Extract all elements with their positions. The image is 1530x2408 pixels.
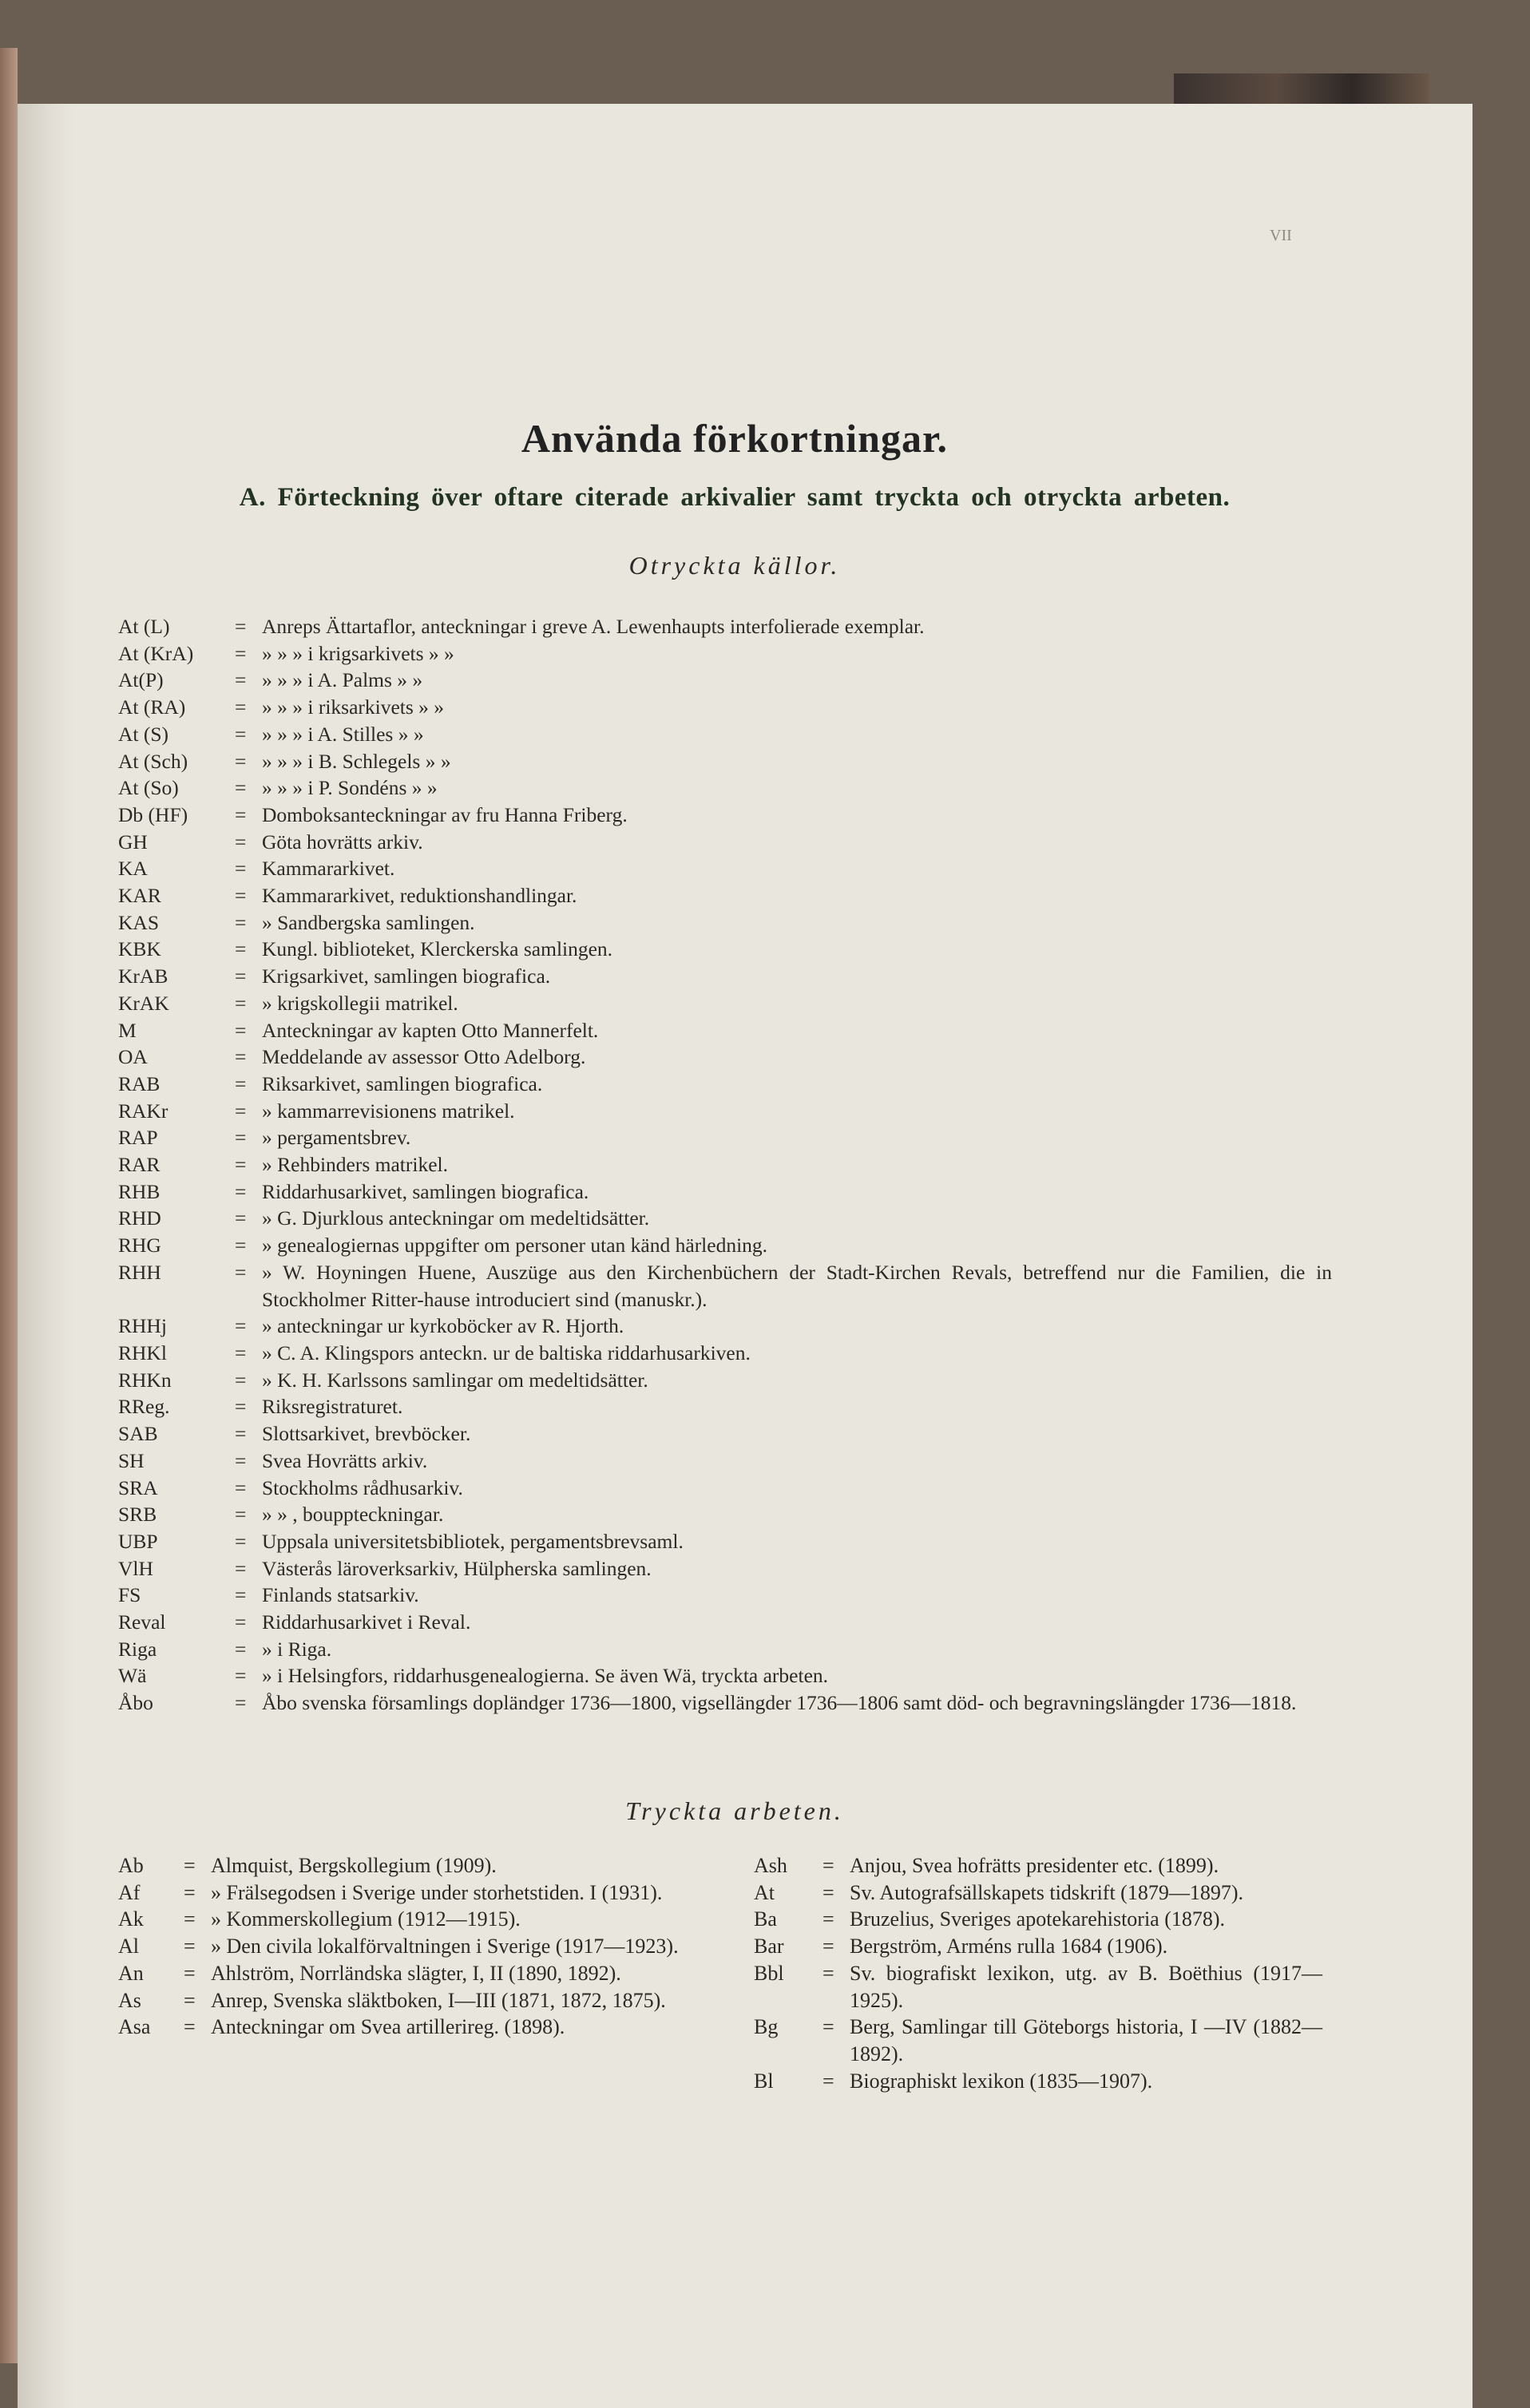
entry-abbreviation: KA (118, 857, 148, 881)
entry-equals-sign: = (235, 964, 247, 988)
entry-description: Biographiskt lexikon (1835—1907). (850, 2069, 1153, 2093)
abbreviation-entry (754, 1933, 1322, 1960)
entry-abbreviation: SH (118, 1448, 145, 1472)
entry-abbreviation: Riga (118, 1637, 157, 1661)
entry-abbreviation: Db (HF) (118, 802, 188, 826)
abbreviation-entry (118, 829, 1332, 856)
entry-abbreviation: KrAK (118, 991, 169, 1015)
entry-description: » krigskollegii matrikel. (262, 991, 458, 1015)
entry-description: Svea Hovrätts arkiv. (262, 1448, 428, 1472)
entry-description: Uppsala universitetsbibliotek, pergamentsbrevsaml. (262, 1529, 684, 1553)
entry-description: Göta hovrätts arkiv. (262, 830, 423, 853)
entry-equals-sign: = (235, 776, 247, 800)
abbreviation-entry (118, 963, 1332, 990)
abbreviation-entry (118, 721, 1332, 748)
entry-equals-sign: = (235, 749, 247, 773)
entry-description: Bergström, Arméns rulla 1684 (1906). (850, 1935, 1168, 1958)
abbreviation-entry (118, 1960, 701, 1987)
entry-description: Anjou, Svea hofrätts presidenter etc. (1899). (850, 1854, 1219, 1877)
entry-equals-sign: = (184, 2015, 196, 2039)
entry-abbreviation: RReg. (118, 1395, 170, 1419)
entry-description: Åbo svenska församlings dopländger 1736—1800, vigsellängder 1736—1806 samt död- och begravningslängder 1736—1818. (262, 1691, 1297, 1715)
tryckta-list-right (754, 1852, 1322, 2094)
abbreviation-entry (118, 1420, 1332, 1448)
entry-description: Finlands statsarkiv. (262, 1583, 419, 1607)
abbreviation-entry (118, 1582, 1332, 1609)
entry-abbreviation: An (118, 1961, 144, 1985)
entry-description: Anteckningar om Svea artillerireg. (1898). (211, 2015, 565, 2039)
entry-description: Anrep, Svenska släktboken, I—III (1871, 1872, 1875). (211, 1988, 666, 2012)
entry-abbreviation: Bar (754, 1935, 784, 1958)
entry-equals-sign: = (235, 1422, 247, 1446)
entry-abbreviation: RHD (118, 1206, 161, 1230)
entry-equals-sign: = (822, 1880, 834, 1904)
entry-abbreviation: RHH (118, 1260, 161, 1284)
entry-abbreviation: SAB (118, 1422, 158, 1446)
entry-equals-sign: = (235, 1664, 247, 1688)
entry-description: Meddelande av assessor Otto Adelborg. (262, 1045, 586, 1069)
abbreviation-entry (118, 640, 1332, 667)
entry-abbreviation: Ba (754, 1907, 777, 1931)
abbreviation-entry (118, 1662, 1332, 1689)
entry-abbreviation: VlH (118, 1556, 153, 1580)
entry-abbreviation: At (RA) (118, 695, 186, 719)
entry-abbreviation: Bbl (754, 1961, 784, 1985)
left-page-edge (0, 48, 18, 2363)
entry-equals-sign: = (235, 1045, 247, 1069)
entry-equals-sign: = (235, 1126, 247, 1150)
abbreviation-entry (118, 2014, 701, 2041)
entry-equals-sign: = (822, 1854, 834, 1877)
entry-equals-sign: = (235, 1341, 247, 1364)
entry-description: Berg, Samlingar till Göteborgs historia, I —IV (1882—1892). (850, 2015, 1322, 2065)
entry-abbreviation: KrAB (118, 964, 168, 988)
entry-description: Stockholms rådhusarkiv. (262, 1475, 463, 1499)
entry-equals-sign: = (184, 1854, 196, 1877)
entry-abbreviation: Asa (118, 2015, 151, 2039)
entry-abbreviation: SRB (118, 1503, 157, 1527)
entry-description: Sv. biografiskt lexikon, utg. av B. Boëthius (1917—1925). (850, 1961, 1322, 2012)
entry-description: Riksarkivet, samlingen biografica. (262, 1071, 543, 1095)
entry-equals-sign: = (235, 1583, 247, 1607)
abbreviation-entry (118, 1259, 1332, 1313)
abbreviation-entry (118, 1124, 1332, 1151)
entry-description: » » , bouppteckningar. (262, 1503, 444, 1527)
entry-equals-sign: = (822, 1907, 834, 1931)
entry-description: Kammararkivet. (262, 857, 395, 881)
abbreviation-entry (118, 1636, 1332, 1663)
entry-equals-sign: = (184, 1907, 196, 1931)
entry-abbreviation: Wä (118, 1664, 147, 1688)
entry-abbreviation: RAP (118, 1126, 158, 1150)
entry-abbreviation: UBP (118, 1529, 158, 1553)
abbreviation-entry (118, 1987, 701, 2014)
abbreviation-entry (118, 1555, 1332, 1582)
entry-description: Krigsarkivet, samlingen biografica. (262, 964, 551, 988)
entry-equals-sign: = (235, 1448, 247, 1472)
entry-equals-sign: = (235, 1206, 247, 1230)
entry-abbreviation: RHKn (118, 1368, 172, 1392)
abbreviation-entry (118, 1044, 1332, 1071)
entry-description: » Den civila lokalförvaltningen i Sverige (1917—1923). (211, 1935, 679, 1958)
abbreviation-entry (118, 1689, 1332, 1717)
abbreviation-entry (118, 1475, 1332, 1502)
abbreviation-entry (118, 1205, 1332, 1232)
entry-description: Bruzelius, Sveriges apotekarehistoria (1878). (850, 1907, 1226, 1931)
page-title: Använda förkortningar. (521, 416, 949, 461)
entry-equals-sign: = (184, 1935, 196, 1958)
entry-abbreviation: At (754, 1880, 775, 1904)
entry-abbreviation: OA (118, 1045, 148, 1069)
abbreviation-entry (754, 1960, 1322, 2014)
entry-description: » C. A. Klingspors anteckn. ur de baltiska riddarhusarkiven. (262, 1341, 751, 1364)
entry-description: » Frälsegodsen i Sverige under storhetstiden. I (1931). (211, 1880, 663, 1904)
entry-equals-sign: = (235, 910, 247, 934)
entry-equals-sign: = (822, 1935, 834, 1958)
entry-equals-sign: = (235, 1475, 247, 1499)
entry-equals-sign: = (822, 1961, 834, 1985)
entry-description: Riddarhusarkivet i Reval. (262, 1610, 471, 1634)
entry-abbreviation: M (118, 1018, 137, 1042)
entry-abbreviation: Al (118, 1935, 139, 1958)
entry-abbreviation: Bg (754, 2015, 779, 2039)
entry-description: Västerås läroverksarkiv, Hülpherska samlingen. (262, 1556, 652, 1580)
entry-abbreviation: KAS (118, 910, 160, 934)
abbreviation-entry (118, 1313, 1332, 1340)
entry-description: » G. Djurklous anteckningar om medeltidsätter. (262, 1206, 650, 1230)
entry-abbreviation: Åbo (118, 1691, 153, 1715)
tryckta-list-left (118, 1852, 701, 2041)
entry-abbreviation: At(P) (118, 668, 164, 692)
abbreviation-entry (118, 1906, 701, 1933)
abbreviation-entry (118, 1933, 701, 1960)
abbreviation-entry (118, 1017, 1332, 1044)
entry-description: » anteckningar ur kyrkoböcker av R. Hjorth. (262, 1314, 624, 1338)
entry-equals-sign: = (235, 1610, 247, 1634)
entry-description: Sv. Autografsällskapets tidskrift (1879—1897). (850, 1880, 1243, 1904)
abbreviation-entry (118, 1340, 1332, 1367)
entry-equals-sign: = (235, 1556, 247, 1580)
entry-abbreviation: At (Sch) (118, 749, 188, 773)
entry-abbreviation: KBK (118, 937, 161, 961)
entry-description: Anreps Ättartaflor, anteckningar i greve A. Lewenhaupts interfolierade exemplar. (262, 615, 925, 638)
entry-abbreviation: Af (118, 1880, 141, 1904)
abbreviation-entry (118, 1178, 1332, 1206)
entry-equals-sign: = (235, 1395, 247, 1419)
entry-abbreviation: KAR (118, 884, 161, 908)
entry-description: Domboksanteckningar av fru Hanna Friberg. (262, 802, 628, 826)
entry-equals-sign: = (235, 991, 247, 1015)
abbreviation-entry (118, 1232, 1332, 1259)
abbreviation-entry (754, 1852, 1322, 1879)
entry-abbreviation: RHG (118, 1234, 161, 1257)
abbreviation-entry (118, 1852, 701, 1879)
entry-abbreviation: Reval (118, 1610, 166, 1634)
entry-description: » W. Hoyningen Huene, Auszüge aus den Kirchenbüchern der Stadt-Kirchen Revals, betreffend nur die Familien, die in Stockholmer Ritter-hause introduciert sind (manuskr.). (262, 1260, 1332, 1311)
abbreviation-entry (754, 2014, 1322, 2067)
entry-description: Anteckningar av kapten Otto Mannerfelt. (262, 1018, 599, 1042)
entry-equals-sign: = (235, 830, 247, 853)
abbreviation-entry (118, 1393, 1332, 1420)
entry-abbreviation: SRA (118, 1475, 158, 1499)
entry-equals-sign: = (235, 1099, 247, 1123)
abbreviation-entry (118, 802, 1332, 829)
abbreviation-entry (118, 1098, 1332, 1125)
entry-abbreviation: At (S) (118, 722, 169, 746)
entry-equals-sign: = (235, 1368, 247, 1392)
entry-description: Almquist, Bergskollegium (1909). (211, 1854, 497, 1877)
entry-description: » i Helsingfors, riddarhusgenealogierna. Se även Wä, tryckta arbeten. (262, 1664, 829, 1688)
otryckta-heading: Otryckta källor. (628, 551, 841, 580)
entry-description: Riddarhusarkivet, samlingen biografica. (262, 1179, 589, 1203)
entry-abbreviation: As (118, 1988, 141, 2012)
abbreviation-entry (754, 1879, 1322, 1907)
entry-abbreviation: RAKr (118, 1099, 168, 1123)
entry-equals-sign: = (235, 1179, 247, 1203)
entry-description: » » » i P. Sondéns » » (262, 776, 438, 800)
entry-description: » genealogiernas uppgifter om personer utan känd härledning. (262, 1234, 768, 1257)
entry-description: » i Riga. (262, 1637, 332, 1661)
entry-equals-sign: = (235, 1260, 247, 1284)
entry-equals-sign: = (235, 615, 247, 638)
entry-equals-sign: = (235, 1314, 247, 1338)
abbreviation-entry (118, 1501, 1332, 1528)
entry-description: » kammarrevisionens matrikel. (262, 1099, 515, 1123)
entry-abbreviation: FS (118, 1583, 141, 1607)
entry-abbreviation: RHKl (118, 1341, 167, 1364)
entry-description: Slottsarkivet, brevböcker. (262, 1422, 471, 1446)
entry-equals-sign: = (235, 695, 247, 719)
entry-abbreviation: GH (118, 830, 148, 853)
entry-description: » Sandbergska samlingen. (262, 910, 475, 934)
abbreviation-entry (118, 1367, 1332, 1394)
abbreviation-entry (118, 748, 1332, 775)
entry-equals-sign: = (822, 2069, 834, 2093)
entry-abbreviation: Bl (754, 2069, 774, 2093)
abbreviation-entry (754, 1906, 1322, 1933)
abbreviation-entry (118, 990, 1332, 1017)
entry-equals-sign: = (235, 668, 247, 692)
entry-abbreviation: Ak (118, 1907, 144, 1931)
page-number: VII (1270, 227, 1292, 244)
entry-equals-sign: = (235, 1691, 247, 1715)
entry-abbreviation: Ab (118, 1854, 144, 1877)
entry-description: » » » i A. Stilles » » (262, 722, 424, 746)
entry-description: » » » i riksarkivets » » (262, 695, 445, 719)
entry-equals-sign: = (235, 857, 247, 881)
entry-equals-sign: = (235, 641, 247, 665)
entry-equals-sign: = (235, 884, 247, 908)
entry-description: Riksregistraturet. (262, 1395, 403, 1419)
entry-equals-sign: = (184, 1961, 196, 1985)
entry-description: » » » i krigsarkivets » » (262, 641, 454, 665)
entry-abbreviation: RHHj (118, 1314, 167, 1338)
entry-equals-sign: = (235, 1529, 247, 1553)
tryckta-heading: Tryckta arbeten. (625, 1796, 844, 1825)
abbreviation-entry (118, 855, 1332, 882)
entry-description: » K. H. Karlssons samlingar om medeltidsätter. (262, 1368, 648, 1392)
entry-abbreviation: RAR (118, 1153, 161, 1177)
abbreviation-entry (118, 694, 1332, 721)
entry-equals-sign: = (235, 1637, 247, 1661)
entry-abbreviation: At (So) (118, 776, 179, 800)
abbreviation-entry (118, 909, 1332, 937)
entry-equals-sign: = (235, 1071, 247, 1095)
entry-description: » Kommerskollegium (1912—1915). (211, 1907, 521, 1931)
section-heading: A. Förteckning över oftare citerade arkivalier samt tryckta och otryckta arbeten. (239, 483, 1231, 512)
entry-equals-sign: = (184, 1988, 196, 2012)
abbreviation-entry (118, 936, 1332, 963)
abbreviation-entry (118, 774, 1332, 802)
entry-equals-sign: = (822, 2015, 834, 2039)
abbreviation-entry (118, 1071, 1332, 1098)
entry-equals-sign: = (235, 1018, 247, 1042)
entry-equals-sign: = (235, 1153, 247, 1177)
entry-abbreviation: RHB (118, 1179, 161, 1203)
entry-equals-sign: = (235, 937, 247, 961)
abbreviation-entry (118, 667, 1332, 694)
entry-abbreviation: At (KrA) (118, 641, 194, 665)
entry-description: » pergamentsbrev. (262, 1126, 411, 1150)
entry-equals-sign: = (235, 802, 247, 826)
abbreviation-entry (118, 1879, 701, 1907)
entry-equals-sign: = (235, 1503, 247, 1527)
entry-description: » Rehbinders matrikel. (262, 1153, 448, 1177)
entry-description: Kungl. biblioteket, Klerckerska samlingen. (262, 937, 613, 961)
abbreviation-entry (118, 613, 1332, 640)
abbreviation-entry (118, 1448, 1332, 1475)
entry-description: Kammararkivet, reduktionshandlingar. (262, 884, 577, 908)
abbreviation-entry (118, 1528, 1332, 1555)
entry-abbreviation: Ash (754, 1854, 787, 1877)
abbreviation-entry (118, 1151, 1332, 1178)
entry-description: » » » i A. Palms » » (262, 668, 423, 692)
entry-abbreviation: At (L) (118, 615, 170, 638)
entry-abbreviation: RAB (118, 1071, 161, 1095)
entry-description: Ahlström, Norrländska slägter, I, II (1890, 1892). (211, 1961, 621, 1985)
abbreviation-entry (118, 1609, 1332, 1636)
entry-equals-sign: = (235, 722, 247, 746)
abbreviation-entry (118, 882, 1332, 909)
abbreviation-entry (754, 2068, 1322, 2095)
entry-equals-sign: = (235, 1234, 247, 1257)
otryckta-list (118, 613, 1332, 1717)
entry-description: » » » i B. Schlegels » » (262, 749, 451, 773)
entry-equals-sign: = (184, 1880, 196, 1904)
